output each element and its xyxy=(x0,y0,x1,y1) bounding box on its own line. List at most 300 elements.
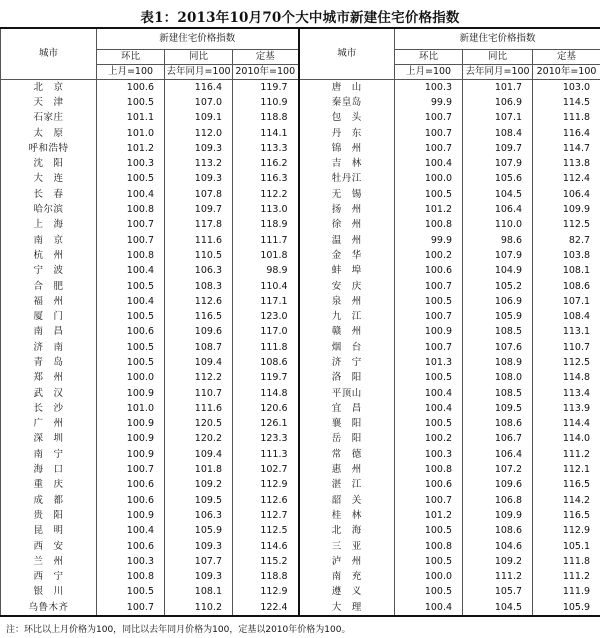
mom-value: 100.9 xyxy=(97,386,165,401)
yoy-value: 109.3 xyxy=(165,172,233,187)
base-value: 114.1 xyxy=(233,126,299,141)
city-name: 武 汉 xyxy=(1,386,97,401)
base-value: 114.5 xyxy=(533,95,600,110)
base-value: 118.8 xyxy=(233,570,299,585)
city-name: 吉 林 xyxy=(299,156,395,171)
mom-value: 100.4 xyxy=(395,600,463,616)
table-row xyxy=(1,493,600,508)
base-value: 114.0 xyxy=(533,432,600,447)
city-name: 沈 阳 xyxy=(1,156,97,171)
mom-value: 100.5 xyxy=(97,279,165,294)
mom-value: 100.5 xyxy=(395,524,463,539)
mom-header-left: 环比 xyxy=(97,50,165,65)
yoy-value: 109.9 xyxy=(463,508,533,523)
city-name: 太 原 xyxy=(1,126,97,141)
base-value: 111.8 xyxy=(533,554,600,569)
city-name: 哈尔滨 xyxy=(1,202,97,217)
base-value: 105.9 xyxy=(533,600,600,616)
mom-value: 100.8 xyxy=(97,202,165,217)
city-name: 大 理 xyxy=(299,600,395,616)
yoy-value: 112.6 xyxy=(165,294,233,309)
yoy-value: 105.9 xyxy=(463,309,533,324)
table-row xyxy=(1,279,600,294)
base-value: 123.3 xyxy=(233,432,299,447)
base-value: 115.2 xyxy=(233,554,299,569)
base-value: 113.4 xyxy=(533,386,600,401)
yoy-value: 106.4 xyxy=(463,447,533,462)
yoy-value: 101.8 xyxy=(165,462,233,477)
mom-value: 100.7 xyxy=(395,309,463,324)
table-row xyxy=(1,202,600,217)
city-name: 常 德 xyxy=(299,447,395,462)
yoy-value: 110.7 xyxy=(165,386,233,401)
yoy-value: 108.7 xyxy=(165,340,233,355)
city-name: 桂 林 xyxy=(299,508,395,523)
mom-value: 100.4 xyxy=(395,386,463,401)
mom-value: 99.9 xyxy=(395,95,463,110)
city-name: 贵 阳 xyxy=(1,508,97,523)
yoy-value: 104.6 xyxy=(463,539,533,554)
city-name: 扬 州 xyxy=(299,202,395,217)
base-value: 119.7 xyxy=(233,80,299,96)
base-value: 105.1 xyxy=(533,539,600,554)
yoy-base-right: 去年同月=100 xyxy=(463,65,533,80)
mom-value: 101.0 xyxy=(97,401,165,416)
mom-value: 100.7 xyxy=(97,233,165,248)
base-value: 110.7 xyxy=(533,340,600,355)
city-name: 上 海 xyxy=(1,218,97,233)
city-name: 长 春 xyxy=(1,187,97,202)
city-name: 岳 阳 xyxy=(299,432,395,447)
mom-base-left: 上月=100 xyxy=(97,65,165,80)
yoy-value: 109.4 xyxy=(165,447,233,462)
base-value: 112.4 xyxy=(533,172,600,187)
city-name: 牡丹江 xyxy=(299,172,395,187)
base-value: 109.9 xyxy=(533,202,600,217)
yoy-value: 120.5 xyxy=(165,417,233,432)
city-name: 韶 关 xyxy=(299,493,395,508)
city-name: 南 京 xyxy=(1,233,97,248)
base-value: 118.9 xyxy=(233,218,299,233)
city-name: 泉 州 xyxy=(299,294,395,309)
city-name: 南 宁 xyxy=(1,447,97,462)
base-value: 114.2 xyxy=(533,493,600,508)
mom-value: 100.8 xyxy=(395,218,463,233)
city-name: 唐 山 xyxy=(299,80,395,96)
yoy-value: 109.3 xyxy=(165,570,233,585)
base-value: 113.9 xyxy=(533,401,600,416)
city-name: 天 津 xyxy=(1,95,97,110)
city-name: 合 肥 xyxy=(1,279,97,294)
table-row xyxy=(1,325,600,340)
city-name: 锦 州 xyxy=(299,141,395,156)
mom-value: 100.5 xyxy=(97,585,165,600)
base-value: 113.1 xyxy=(533,325,600,340)
yoy-value: 109.5 xyxy=(463,401,533,416)
base-value: 113.8 xyxy=(533,156,600,171)
base-value: 107.1 xyxy=(533,294,600,309)
yoy-header-left: 同比 xyxy=(165,50,233,65)
mom-value: 100.8 xyxy=(395,462,463,477)
table-row xyxy=(1,264,600,279)
yoy-value: 110.2 xyxy=(165,600,233,616)
yoy-value: 107.6 xyxy=(463,340,533,355)
fixed-base-right: 2010年=100 xyxy=(533,65,600,80)
yoy-value: 109.7 xyxy=(165,202,233,217)
yoy-value: 107.1 xyxy=(463,111,533,126)
city-name: 蚌 埠 xyxy=(299,264,395,279)
mom-value: 100.5 xyxy=(395,187,463,202)
base-value: 112.5 xyxy=(533,355,600,370)
yoy-header-right: 同比 xyxy=(463,50,533,65)
mom-value: 100.6 xyxy=(97,539,165,554)
base-value: 114.6 xyxy=(233,539,299,554)
mom-value: 100.2 xyxy=(395,432,463,447)
city-name: 厦 门 xyxy=(1,309,97,324)
city-name: 平顶山 xyxy=(299,386,395,401)
yoy-value: 109.3 xyxy=(165,141,233,156)
base-value: 106.4 xyxy=(533,187,600,202)
mom-value: 100.5 xyxy=(97,309,165,324)
table-row xyxy=(1,401,600,416)
base-value: 112.2 xyxy=(233,187,299,202)
base-value: 111.2 xyxy=(533,570,600,585)
base-value: 102.7 xyxy=(233,462,299,477)
table-row xyxy=(1,294,600,309)
yoy-value: 116.5 xyxy=(165,309,233,324)
city-name: 北 京 xyxy=(1,80,97,96)
mom-value: 100.2 xyxy=(395,248,463,263)
mom-value: 100.3 xyxy=(97,156,165,171)
base-value: 114.8 xyxy=(533,371,600,386)
table-row xyxy=(1,309,600,324)
mom-value: 100.9 xyxy=(97,508,165,523)
mom-value: 100.7 xyxy=(97,218,165,233)
table-row xyxy=(1,432,600,447)
table-row xyxy=(1,462,600,477)
base-value: 111.7 xyxy=(233,233,299,248)
mom-value: 100.5 xyxy=(97,355,165,370)
base-value: 82.7 xyxy=(533,233,600,248)
table-row xyxy=(1,386,600,401)
yoy-value: 104.5 xyxy=(463,600,533,616)
base-value: 112.6 xyxy=(233,493,299,508)
city-name: 赣 州 xyxy=(299,325,395,340)
city-name: 长 沙 xyxy=(1,401,97,416)
base-value: 113.3 xyxy=(233,141,299,156)
city-name: 三 亚 xyxy=(299,539,395,554)
city-name: 九 江 xyxy=(299,309,395,324)
city-name: 徐 州 xyxy=(299,218,395,233)
mom-value: 100.0 xyxy=(395,570,463,585)
base-value: 108.6 xyxy=(233,355,299,370)
yoy-value: 106.3 xyxy=(165,508,233,523)
table-row xyxy=(1,554,600,569)
city-name: 洛 阳 xyxy=(299,371,395,386)
mom-value: 100.6 xyxy=(395,478,463,493)
table-row xyxy=(1,111,600,126)
mom-value: 100.0 xyxy=(395,172,463,187)
mom-value: 101.1 xyxy=(97,111,165,126)
base-value: 111.2 xyxy=(533,447,600,462)
yoy-value: 111.2 xyxy=(463,570,533,585)
city-name: 北 海 xyxy=(299,524,395,539)
mom-value: 100.7 xyxy=(97,600,165,616)
yoy-value: 108.4 xyxy=(463,126,533,141)
city-name: 无 锡 xyxy=(299,187,395,202)
base-value: 116.5 xyxy=(533,508,600,523)
table-row xyxy=(1,126,600,141)
city-name: 惠 州 xyxy=(299,462,395,477)
yoy-value: 108.5 xyxy=(463,386,533,401)
base-value: 116.5 xyxy=(533,478,600,493)
yoy-value: 105.2 xyxy=(463,279,533,294)
city-name: 温 州 xyxy=(299,233,395,248)
mom-value: 100.5 xyxy=(395,417,463,432)
city-name: 银 川 xyxy=(1,585,97,600)
city-name: 成 都 xyxy=(1,493,97,508)
yoy-value: 108.9 xyxy=(463,355,533,370)
base-value: 112.9 xyxy=(233,478,299,493)
base-value: 112.5 xyxy=(533,218,600,233)
base-value: 117.0 xyxy=(233,325,299,340)
yoy-value: 107.2 xyxy=(463,462,533,477)
mom-value: 100.4 xyxy=(97,187,165,202)
base-value: 112.9 xyxy=(533,524,600,539)
mom-value: 100.6 xyxy=(97,478,165,493)
mom-value: 100.4 xyxy=(97,524,165,539)
city-name: 西 安 xyxy=(1,539,97,554)
city-name: 大 连 xyxy=(1,172,97,187)
base-value: 111.8 xyxy=(233,340,299,355)
base-value: 113.0 xyxy=(233,202,299,217)
city-name: 宜 昌 xyxy=(299,401,395,416)
table-row xyxy=(1,355,600,370)
yoy-value: 111.6 xyxy=(165,401,233,416)
base-value: 114.7 xyxy=(533,141,600,156)
base-value: 111.9 xyxy=(533,585,600,600)
base-header-left: 定基 xyxy=(233,50,299,65)
mom-value: 100.9 xyxy=(97,447,165,462)
yoy-value: 107.9 xyxy=(463,156,533,171)
mom-header-right: 环比 xyxy=(395,50,463,65)
mom-value: 100.9 xyxy=(97,432,165,447)
city-name: 遵 义 xyxy=(299,585,395,600)
mom-value: 100.6 xyxy=(395,264,463,279)
table-row xyxy=(1,187,600,202)
yoy-value: 109.7 xyxy=(463,141,533,156)
table-row xyxy=(1,371,600,386)
table-row xyxy=(1,417,600,432)
mom-base-right: 上月=100 xyxy=(395,65,463,80)
mom-value: 100.5 xyxy=(97,172,165,187)
mom-value: 100.4 xyxy=(395,156,463,171)
city-name: 兰 州 xyxy=(1,554,97,569)
mom-value: 100.9 xyxy=(97,417,165,432)
yoy-value: 109.5 xyxy=(165,493,233,508)
city-name: 海 口 xyxy=(1,462,97,477)
yoy-value: 112.0 xyxy=(165,126,233,141)
yoy-value: 108.1 xyxy=(165,585,233,600)
yoy-value: 106.3 xyxy=(165,264,233,279)
city-name: 丹 东 xyxy=(299,126,395,141)
base-value: 118.8 xyxy=(233,111,299,126)
base-value: 117.1 xyxy=(233,294,299,309)
yoy-value: 110.0 xyxy=(463,218,533,233)
yoy-value: 98.6 xyxy=(463,233,533,248)
table-row xyxy=(1,585,600,600)
city-name: 乌鲁木齐 xyxy=(1,600,97,616)
city-name: 烟 台 xyxy=(299,340,395,355)
table-row xyxy=(1,600,600,616)
city-header-right: 城市 xyxy=(299,28,395,80)
mom-value: 101.2 xyxy=(97,141,165,156)
base-value: 116.2 xyxy=(233,156,299,171)
index-group-header-left: 新建住宅价格指数 xyxy=(97,28,299,50)
table-row xyxy=(1,248,600,263)
mom-value: 100.4 xyxy=(395,401,463,416)
mom-value: 100.7 xyxy=(395,493,463,508)
yoy-value: 105.9 xyxy=(165,524,233,539)
mom-value: 100.3 xyxy=(395,447,463,462)
yoy-base-left: 去年同月=100 xyxy=(165,65,233,80)
base-value: 98.9 xyxy=(233,264,299,279)
yoy-value: 117.8 xyxy=(165,218,233,233)
base-value: 112.7 xyxy=(233,508,299,523)
yoy-value: 108.3 xyxy=(165,279,233,294)
base-value: 103.8 xyxy=(533,248,600,263)
city-name: 石家庄 xyxy=(1,111,97,126)
table-row xyxy=(1,80,600,96)
fixed-base-left: 2010年=100 xyxy=(233,65,299,80)
yoy-value: 107.8 xyxy=(165,187,233,202)
city-name: 济 宁 xyxy=(299,355,395,370)
city-name: 深 圳 xyxy=(1,432,97,447)
base-header-right: 定基 xyxy=(533,50,600,65)
yoy-value: 106.9 xyxy=(463,294,533,309)
mom-value: 101.3 xyxy=(395,355,463,370)
yoy-value: 108.6 xyxy=(463,524,533,539)
base-value: 114.4 xyxy=(533,417,600,432)
yoy-value: 106.7 xyxy=(463,432,533,447)
yoy-value: 104.5 xyxy=(463,187,533,202)
mom-value: 100.7 xyxy=(395,141,463,156)
base-value: 116.4 xyxy=(533,126,600,141)
yoy-value: 109.2 xyxy=(463,554,533,569)
yoy-value: 112.2 xyxy=(165,371,233,386)
price-index-table-container xyxy=(0,27,600,617)
mom-value: 100.5 xyxy=(395,585,463,600)
mom-value: 100.7 xyxy=(395,111,463,126)
city-name: 秦皇岛 xyxy=(299,95,395,110)
yoy-value: 106.9 xyxy=(463,95,533,110)
yoy-value: 108.0 xyxy=(463,371,533,386)
yoy-value: 111.6 xyxy=(165,233,233,248)
mom-value: 101.2 xyxy=(395,508,463,523)
table-row xyxy=(1,233,600,248)
yoy-value: 109.1 xyxy=(165,111,233,126)
city-name: 济 南 xyxy=(1,340,97,355)
city-name: 重 庆 xyxy=(1,478,97,493)
yoy-value: 109.6 xyxy=(463,478,533,493)
base-value: 126.1 xyxy=(233,417,299,432)
city-name: 呼和浩特 xyxy=(1,141,97,156)
table-row xyxy=(1,478,600,493)
yoy-value: 113.2 xyxy=(165,156,233,171)
base-value: 112.9 xyxy=(233,585,299,600)
yoy-value: 101.7 xyxy=(463,80,533,96)
yoy-value: 116.4 xyxy=(165,80,233,96)
city-name: 安 庆 xyxy=(299,279,395,294)
city-name: 泸 州 xyxy=(299,554,395,569)
yoy-value: 107.0 xyxy=(165,95,233,110)
city-name: 金 华 xyxy=(299,248,395,263)
mom-value: 100.5 xyxy=(97,340,165,355)
table-row xyxy=(1,508,600,523)
mom-value: 100.5 xyxy=(97,95,165,110)
yoy-value: 105.7 xyxy=(463,585,533,600)
yoy-value: 108.5 xyxy=(463,325,533,340)
yoy-value: 109.4 xyxy=(165,355,233,370)
mom-value: 100.4 xyxy=(97,294,165,309)
mom-value: 100.5 xyxy=(395,294,463,309)
base-value: 108.6 xyxy=(533,279,600,294)
city-name: 包 头 xyxy=(299,111,395,126)
base-value: 111.3 xyxy=(233,447,299,462)
base-value: 119.7 xyxy=(233,371,299,386)
city-name: 南 昌 xyxy=(1,325,97,340)
yoy-value: 104.9 xyxy=(463,264,533,279)
mom-value: 100.5 xyxy=(395,371,463,386)
mom-value: 100.7 xyxy=(395,340,463,355)
table-row xyxy=(1,447,600,462)
mom-value: 100.6 xyxy=(97,80,165,96)
price-index-table xyxy=(0,27,600,617)
mom-value: 100.8 xyxy=(395,539,463,554)
index-group-header-right: 新建住宅价格指数 xyxy=(395,28,600,50)
base-value: 108.1 xyxy=(533,264,600,279)
table-title: 表1：2013年10月70个大中城市新建住宅价格指数 xyxy=(140,10,460,26)
mom-value: 100.8 xyxy=(97,570,165,585)
table-body xyxy=(1,80,600,617)
base-value: 116.3 xyxy=(233,172,299,187)
city-name: 昆 明 xyxy=(1,524,97,539)
mom-value: 100.0 xyxy=(97,371,165,386)
mom-value: 101.2 xyxy=(395,202,463,217)
base-value: 108.4 xyxy=(533,309,600,324)
mom-value: 100.4 xyxy=(97,264,165,279)
yoy-value: 106.8 xyxy=(463,493,533,508)
city-name: 福 州 xyxy=(1,294,97,309)
city-name: 杭 州 xyxy=(1,248,97,263)
mom-value: 99.9 xyxy=(395,233,463,248)
base-value: 110.9 xyxy=(233,95,299,110)
base-value: 110.4 xyxy=(233,279,299,294)
table-row xyxy=(1,172,600,187)
yoy-value: 109.6 xyxy=(165,325,233,340)
yoy-value: 120.2 xyxy=(165,432,233,447)
city-name: 襄 阳 xyxy=(299,417,395,432)
mom-value: 100.6 xyxy=(97,325,165,340)
yoy-value: 110.5 xyxy=(165,248,233,263)
table-row xyxy=(1,156,600,171)
base-value: 111.8 xyxy=(533,111,600,126)
base-value: 101.8 xyxy=(233,248,299,263)
city-name: 郑 州 xyxy=(1,371,97,386)
table-row xyxy=(1,340,600,355)
mom-value: 100.3 xyxy=(97,554,165,569)
mom-value: 100.6 xyxy=(97,493,165,508)
